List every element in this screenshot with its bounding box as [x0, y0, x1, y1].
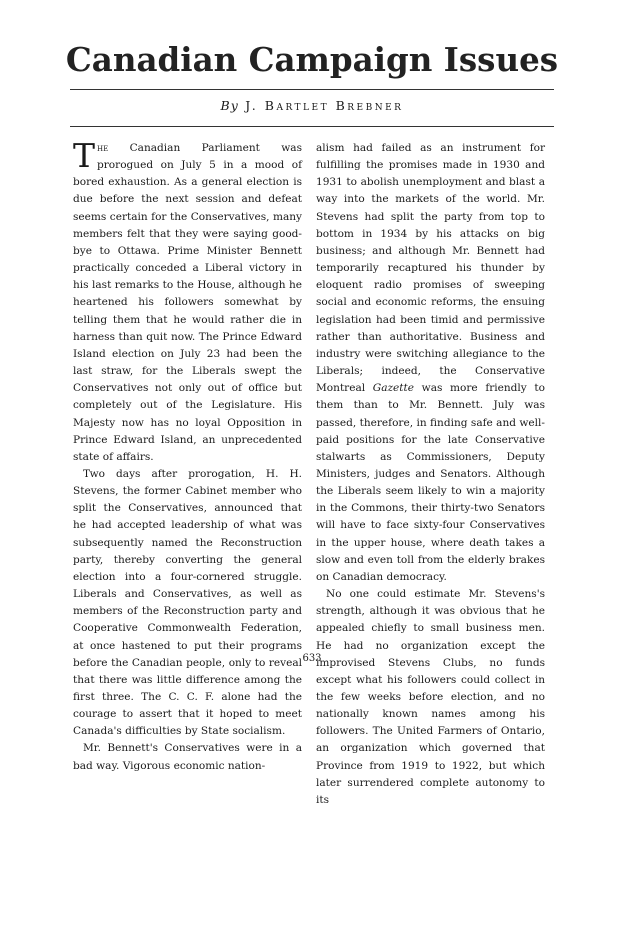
title-rule-bottom	[70, 126, 554, 127]
page-number: 633	[302, 653, 322, 664]
paragraph-4: No one could estimate Mr. Stevens's strength, although it was obvious that he appealed chiefly to small business men. He had no organization except the improvised Stevens Clubs, no funds except what his followers could collect in the few weeks before election, and no nationally known names among his followers. The United Farmers of Ontario, an organization which governed that Province from 1919 to 1922, but which later surrendered complete autonomy to its	[316, 588, 545, 806]
paragraph-1-text: Canadian Parliament was prorogued on July 5 in a mood of bored exhaustion. As a general election is due before the next session and defeat seems certain for the Conservatives, many members felt that they were saying good-bye to Ottawa. Prime Minister Bennett practically conceded a Liberal victory in his last remarks to the House, although he heartened his followers somewhat by telling them that he would rather die in harness than quit now. The Prince Edward Island election on July 23 had been the last straw, for the Liberals swept the Conservatives not only out of office but completely out of the Legislature. His Majesty now has no loyal Opposition in Prince Edward Island, an unprecedented state of affairs.	[73, 142, 302, 463]
author-name: J. Bartlet Brebner	[245, 98, 404, 113]
drop-cap: T	[73, 136, 96, 175]
right-column	[316, 140, 545, 809]
article-title: Canadian Campaign Issues	[65, 40, 559, 79]
paragraph-3-cont-b: was more friendly to them than to Mr. Bennett. July was passed, therefore, in finding safe and well-paid positions for the late Conservative stalwarts as Commissioners, Deputy Ministers, judges and Senators. Although the Liberals seem likely to win a majority in the Commons, their thirty-two Senators will have to face sixty-four Conservatives in the upper house, where death takes a slow and even toll from the elderly brakes on Canadian democracy.	[316, 382, 545, 583]
first-word-rest: he	[97, 142, 109, 154]
newspaper-name: Gazette	[372, 382, 415, 395]
paragraph-2: Two days after prorogation, H. H. Stevens, the former Cabinet member who split the Conservatives, announced that he had accepted leadership of what was subsequently named the Reconstruction party, thereby converting the general election into a four-cornered struggle. Liberals and Conservatives, as well as members of the Reconstruction party and Cooperative Commonwealth Federation, at once hastened to put their programs before the Canadian people, only to reveal that there was little difference among the first three. The C. C. F. alone had the courage to assert that it hoped to meet Canada's difficulties by State socialism.	[73, 467, 302, 738]
paragraph-3-cont-a: alism had failed as an instrument for fulfilling the promises made in 1930 and 1931 to abolish unemployment and blast a way into the markets of the world. Mr. Stevens had split the party from top to bottom in 1934 by his attacks on big business; and although Mr. Bennett had temporarily recaptured his thunder by eloquent radio promises of sweeping social and economic reforms, the ensuing legislation had been timid and permissive rather than authoritative. Business and industry were switching allegiance to the Liberals; indeed, the Conservative Montreal	[316, 142, 545, 395]
title-rule-top	[70, 89, 554, 90]
byline	[0, 97, 624, 115]
byline-prefix: By	[220, 98, 239, 113]
left-column	[73, 136, 302, 775]
paragraph-3: Mr. Bennett's Conservatives were in a bad way. Vigorous economic nation-	[73, 742, 302, 772]
paragraph-3-continued	[316, 140, 545, 586]
paragraph-1	[73, 136, 302, 466]
